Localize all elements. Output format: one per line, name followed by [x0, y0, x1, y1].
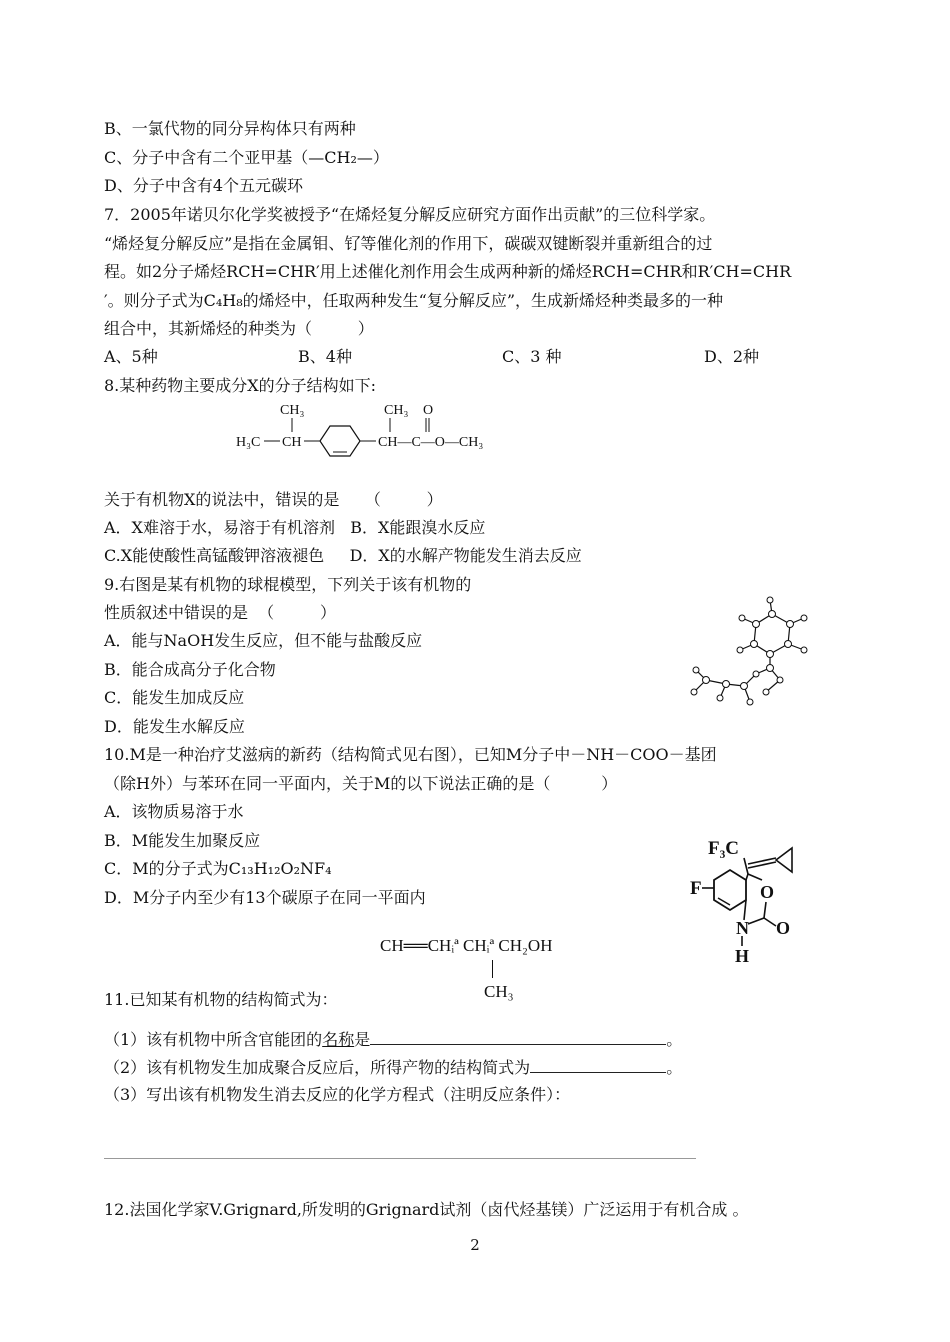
q9-option-d: D．能发生水解反应 [104, 717, 245, 736]
q7-option-d: D、2种 [704, 347, 760, 366]
q12-line-1: 12.法国化学家V.Grignard,所发明的Grignard试剂（卤代烃基镁）广泛运用于有机合成 。 [104, 1200, 749, 1219]
q6-option-b: B、一氯代物的同分异构体只有两种 [104, 119, 356, 138]
q7-option-a: A、5种 [104, 347, 158, 366]
q10-structure-diagram [686, 822, 806, 972]
q8-h3c: H₃C [236, 435, 261, 450]
q10-carbonyl-o: O [776, 918, 791, 938]
q10-option-b: B．M能发生加聚反应 [104, 831, 261, 850]
q9-ball-stick-model [680, 592, 830, 722]
q8-ch3-left: CH₃ [280, 403, 305, 418]
q9-option-a: A．能与NaOH发生反应，但不能与盐酸反应 [104, 631, 423, 650]
q9-option-c: C．能发生加成反应 [104, 688, 245, 707]
q10-line-1: 10.M是一种治疗艾滋病的新药（结构简式见右图），已知M分子中－NH－COO－基团 [104, 745, 717, 764]
q10-f3c-label: F₃C [708, 838, 740, 859]
q11-formula-main: CH══CHᵢª CHᵢª CH₂OH [380, 936, 553, 955]
q10-cyclopropyl [776, 848, 792, 872]
q7-option-b: B、4种 [298, 347, 352, 366]
q7-line-5: 组合中，其新烯烃的种类为（ ） [104, 319, 374, 338]
q11-part-2 [104, 1056, 682, 1078]
q8-ester-chain: CH—C—O—CH₃ [378, 435, 484, 450]
q10-line-2: （除H外）与苯环在同一平面内，关于M的以下说法正确的是（ ） [104, 774, 618, 793]
q11-part-1 [104, 1028, 682, 1050]
q8-ch: CH [282, 435, 302, 450]
q11-answer-blank-2[interactable] [530, 1056, 666, 1073]
q10-benzene-ring [714, 870, 746, 910]
q7-line-4: ′。则分子式为C₄H₈的烯烃中，任取两种发生“复分解反应”，生成新烯烃种类最多的一种 [104, 291, 724, 310]
q8-options-ab: A．X难溶于水，易溶于有机溶剂 B．X能跟溴水反应 [104, 518, 486, 537]
q11-part-1-connector: 是 [354, 1030, 371, 1049]
q11-part-2-prefix: （2）该有机物发生加成聚合反应后，所得产物的结构简式为 [104, 1058, 531, 1077]
q8-stem: 8.某种药物主要成分X的分子结构如下: [104, 376, 377, 395]
q10-n-label: N [736, 918, 749, 938]
q6-option-d: D、分子中含有4个五元碳环 [104, 176, 304, 195]
q7-line-3: 程。如2分子烯烃RCH=CHR′用上述催化剂作用会生成两种新的烯烃RCH=CHR和R′CH=CHR [104, 262, 792, 281]
q7-option-c: C、3 种 [502, 347, 562, 366]
q8-question: 关于有机物X的说法中，错误的是 （ ） [104, 490, 443, 509]
q10-option-a: A．该物质易溶于水 [104, 802, 244, 821]
q9-line-1: 9.右图是某有机物的球棍模型，下列关于该有机物的 [104, 575, 472, 594]
q11-part-3: （3）写出该有机物发生消去反应的化学方程式（注明反应条件）： [104, 1085, 571, 1104]
q7-line-2: “烯烃复分解反应”是指在金属钼、钌等催化剂的作用下，碳碳双键断裂并重新组合的过 [104, 234, 713, 253]
q6-option-c: C、分子中含有二个亚甲基（—CH₂—） [104, 148, 389, 167]
q11-part-1-end: 。 [666, 1030, 683, 1049]
q10-ring-o: O [760, 882, 775, 902]
q11-answer-line-3[interactable] [104, 1158, 696, 1159]
q11-formula-methyl: CH₃ [484, 982, 514, 1001]
q11-formula-bond [492, 960, 493, 978]
q11-stem: 11.已知某有机物的结构简式为： [104, 990, 338, 1009]
q11-part-2-end: 。 [666, 1058, 683, 1077]
q7-line-1: 7．2005年诺贝尔化学奖被授予“在烯烃复分解反应研究方面作出贡献”的三位科学家。 [104, 205, 716, 224]
q11-answer-blank-1[interactable] [370, 1028, 666, 1045]
page-number: 2 [470, 1236, 480, 1254]
q9-line-2: 性质叙述中错误的是 （ ） [104, 603, 336, 622]
q10-option-c: C．M的分子式为C₁₃H₁₂O₂NF₄ [104, 859, 332, 878]
q8-carbonyl-o: O [423, 403, 434, 418]
q10-option-d: D．M分子内至少有13个碳原子在同一平面内 [104, 888, 426, 907]
q8-options-cd: C.X能使酸性高锰酸钾溶液褪色 D．X的水解产物能发生消去反应 [104, 546, 582, 565]
q11-part-1-underlined-term: 名称 [322, 1030, 355, 1049]
q10-f-label: F [690, 878, 702, 899]
q8-ch3-right: CH₃ [384, 403, 409, 418]
q11-part-1-prefix: （1）该有机物中所含官能团的 [104, 1030, 323, 1049]
q9-option-b: B．能合成高分子化合物 [104, 660, 276, 679]
q10-h-label: H [735, 946, 750, 966]
q8-structure-diagram [230, 398, 530, 468]
